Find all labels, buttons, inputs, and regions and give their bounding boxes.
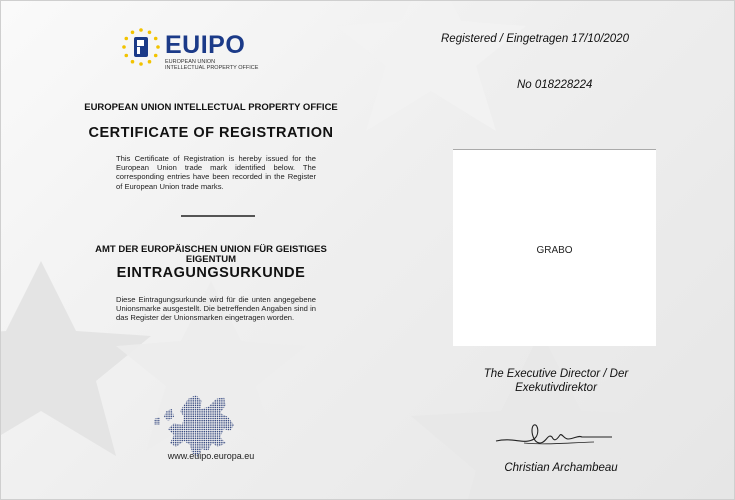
signatory-name: Christian Archambeau [504,462,618,474]
website-url: www.euipo.europa.eu [167,451,255,461]
office-name-english: EUROPEAN UNION INTELLECTUAL PROPERTY OFFICE [84,102,338,113]
certificate-title-english: CERTIFICATE OF REGISTRATION [88,125,334,141]
office-name-german: AMT DER EUROPÄISCHEN UNION FÜR GEISTIGES EIGENTUM [95,244,327,265]
trade-mark-name: GRABO [536,245,573,256]
certificate-title-german: EINTRAGUNGSURKUNDE [116,265,306,281]
trade-mark-box [453,149,656,346]
eu-stars-emblem-icon [121,27,161,67]
registration-date: Registered / Eingetragen 17/10/2020 [441,33,629,45]
certificate-statement-german: Diese Eintragungsurkunde wird für die unten angegebene Unionsmarke ausgestellt. Die betreffenden Angaben sind in das Register der Unionsmarken eingetragen worden. [116,295,316,323]
handwritten-signature [494,415,614,451]
signatory-role: The Executive Director / Der Exekutivdirektor [483,368,629,394]
euipo-logo [121,25,321,73]
euipo-wordmark: EUIPO [165,31,246,59]
euipo-logo-subtitle: EUROPEAN UNION INTELLECTUAL PROPERTY OFFICE [165,59,259,71]
registration-number: No 018228224 [517,79,593,91]
left-column [41,1,381,500]
section-divider [181,215,255,217]
certificate-statement-english: This Certificate of Registration is hereby issued for the European Union trade mark identified below. The corresponding entries have been recorded in the Register of European Union trade marks. [116,154,316,191]
